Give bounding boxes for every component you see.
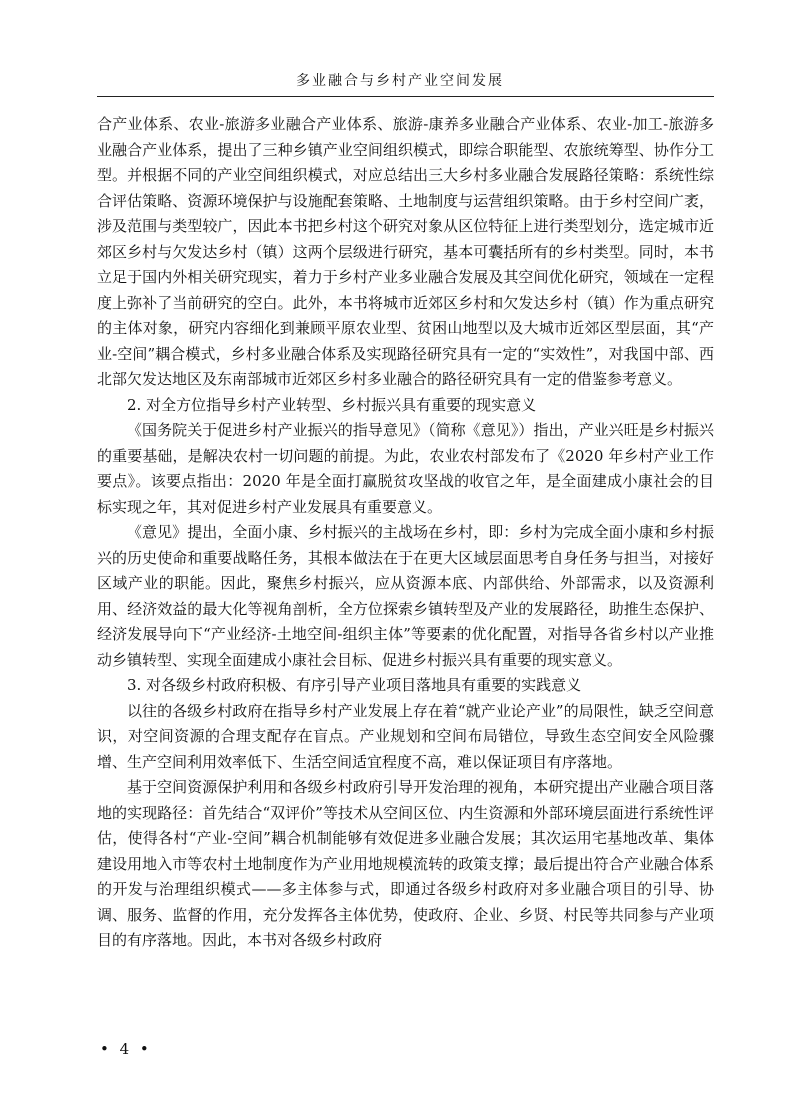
paragraph: 《国务院关于促进乡村产业振兴的指导意见》（简称《意见》）指出，产业兴旺是乡村振兴的重要基础，是解决农村一切问题的前提。为此，农业农村部发布了《2020 年乡村产业工作要点》。该要点指出：2020 年是全面打赢脱贫攻坚战的收官之年，是全面建成小康社会的目标实现之年，其对促进乡村产业发展具有重要意义。 xyxy=(97,421,714,516)
header-rule xyxy=(97,96,714,97)
paragraph-continued: 合产业体系、农业-旅游多业融合产业体系、旅游-康养多业融合产业体系、农业-加工-旅游多业融合产业体系，提出了三种乡镇产业空间组织模式，即综合职能型、农旅统筹型、协作分工型。并根据不同的产业空间组织模式，对应总结出三大乡村多业融合发展路径策略：系统性综合评估策略、资源环境保护与设施配套策略、土地制度与运营组织策略。由于乡村空间广袤，涉及范围与类型较广，因此本书把乡村这个研究对象从区位特征上进行类型划分，选定城市近郊区乡村与欠发达乡村（镇）这两个层级进行研究，基本可囊括所有的乡村类型。同时，本书立足于国内外相关研究现实，着力于乡村产业多业融合发展及其空间优化研究，领域在一定程度上弥补了当前研究的空白。此外，本书将城市近郊区乡村和欠发达乡村（镇）作为重点研究的主体对象，研究内容细化到兼顾平原农业型、贫困山地型以及大城市近郊区型层面，其“产业-空间”耦合模式，乡村多业融合体系及实现路径研究具有一定的“实效性”，对我国中部、西北部欠发达地区及东南部城市近郊区乡村多业融合的路径研究具有一定的借鉴参考意义。 xyxy=(97,115,714,388)
paragraph: 以往的各级乡村政府在指导乡村产业发展上存在着“就产业论产业”的局限性，缺乏空间意识，对空间资源的合理支配存在盲点。产业规划和空间布局错位，导致生态空间安全风险骤增、生产空间利用效率低下、生活空间适宜程度不高，难以保证项目有序落地。 xyxy=(97,701,714,771)
section-heading-2: 2. 对全方位指导乡村产业转型、乡村振兴具有重要的现实意义 xyxy=(127,395,537,414)
running-header: 多业融合与乡村产业空间发展 xyxy=(296,73,504,89)
paragraph: 《意见》提出，全面小康、乡村振兴的主战场在乡村，即：乡村为完成全面小康和乡村振兴的历史使命和重要战略任务，其根本做法在于在更大区域层面思考自身任务与担当，对接好区域产业的职能。因此，聚焦乡村振兴，应从资源本底、内部供给、外部需求，以及资源利用、经济效益的最大化等视角剖析，全方位探索乡镇转型及产业的发展路径，助推生态保护、经济发展导向下“产业经济-土地空间-组织主体”等要素的优化配置，对指导各省乡村以产业推动乡镇转型、实现全面建成小康社会目标、促进乡村振兴具有重要的现实意义。 xyxy=(97,523,714,669)
body-text xyxy=(97,112,714,954)
page-number: • 4 • xyxy=(100,1040,152,1058)
paragraph: 基于空间资源保护利用和各级乡村政府引导开发治理的视角，本研究提出产业融合项目落地的实现路径：首先结合“双评价”等技术从空间区位、内生资源和外部环境层面进行系统性评估，使得各村“产业-空间”耦合机制能够有效促进多业融合发展；其次运用宅基地改革、集体建设用地入市等农村土地制度作为产业用地规模流转的政策支撑；最后提出符合产业融合体系的开发与治理组织模式——多主体参与式，即通过各级乡村政府对多业融合项目的引导、协调、服务、监督的作用，充分发挥各主体优势，使政府、企业、乡贤、村民等共同参与产业项目的有序落地。因此，本书对各级乡村政府 xyxy=(97,778,714,949)
section-heading-3: 3. 对各级乡村政府积极、有序引导产业项目落地具有重要的实践意义 xyxy=(127,676,582,694)
